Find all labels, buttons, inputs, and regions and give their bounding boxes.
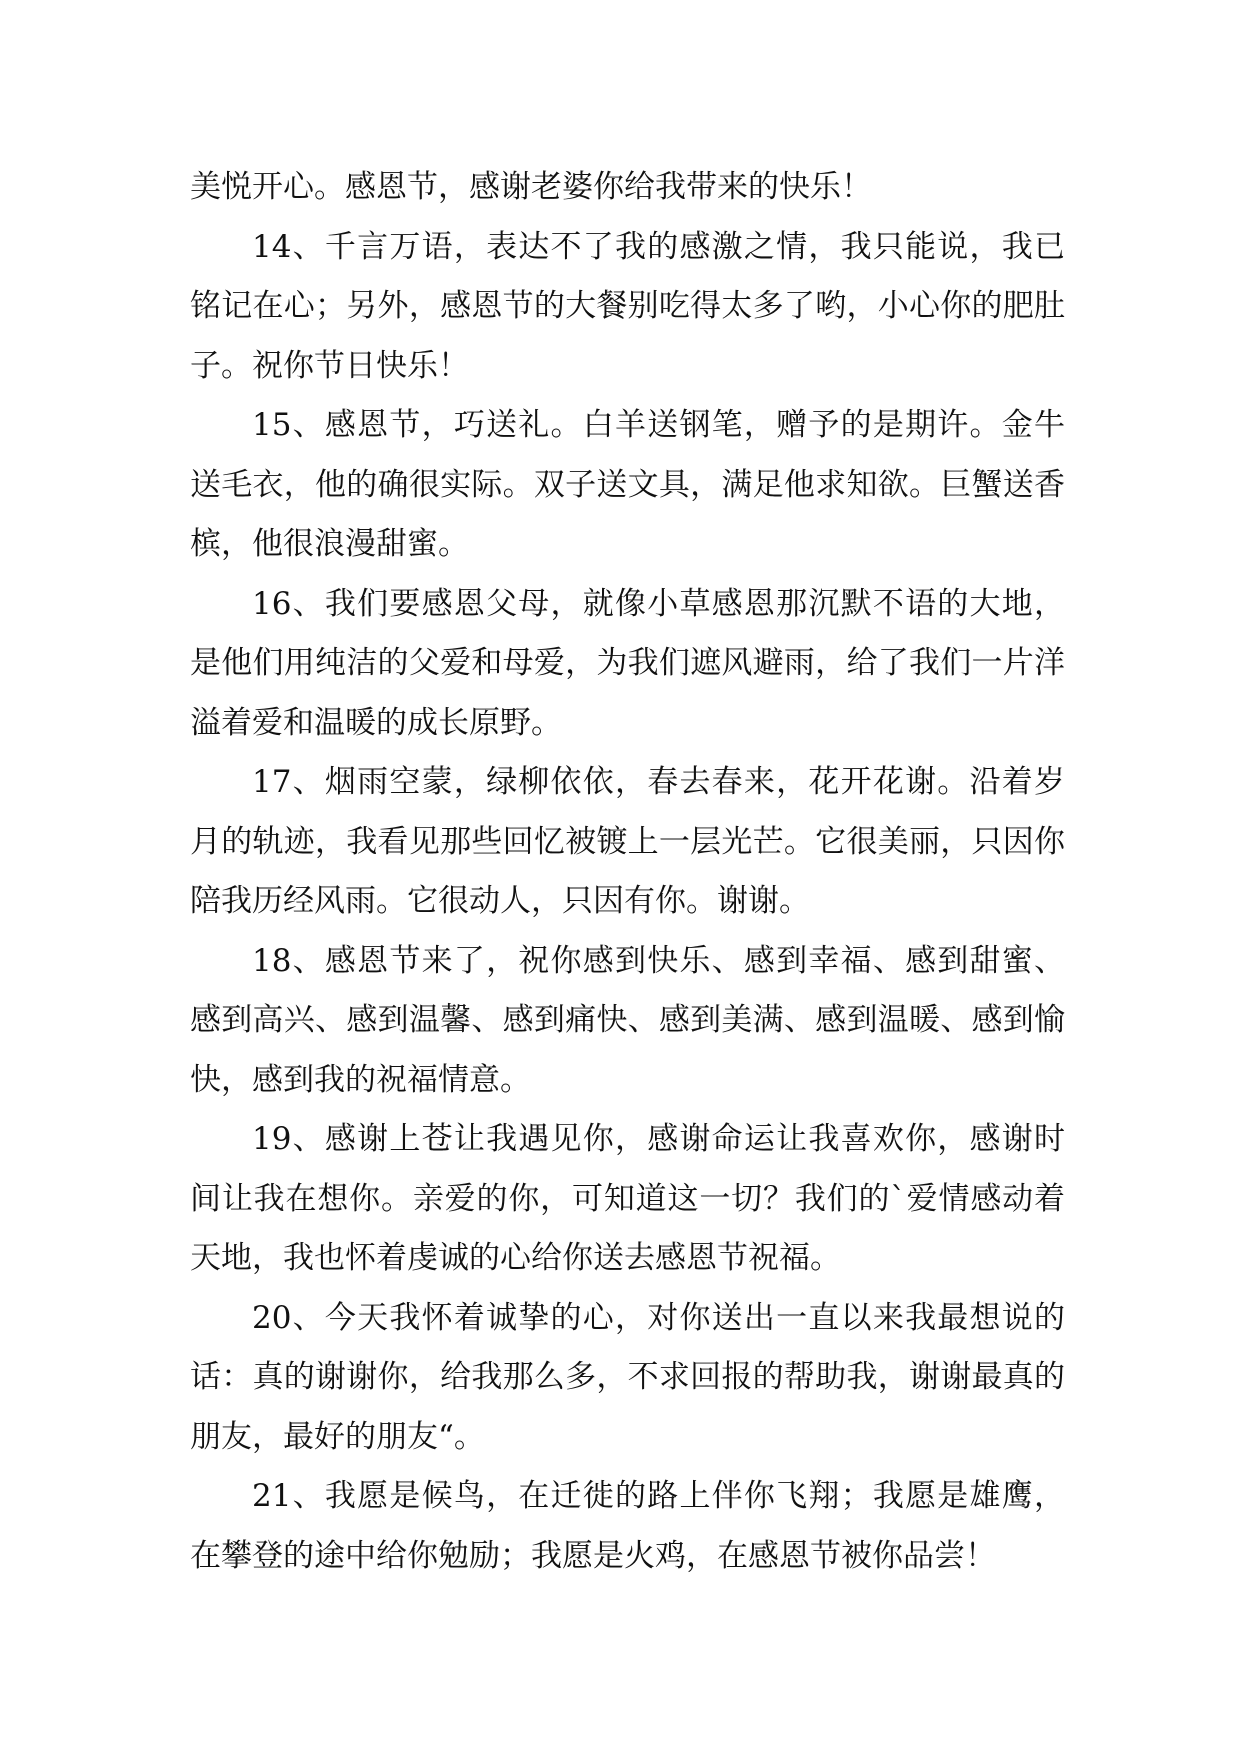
paragraph-17: 17、烟雨空蒙，绿柳依依，春去春来，花开花谢。沿着岁月的轨迹，我看见那些回忆被镀上一层光芒。它很美丽，只因你陪我历经风雨。它很动人，只因有你。谢谢。 [190, 764, 1065, 919]
paragraph-21: 21、我愿是候鸟，在迁徙的路上伴你飞翔；我愿是雄鹰，在攀登的途中给你勉励；我愿是火鸡，在感恩节被你品尝！ [190, 1478, 1065, 1574]
paragraph-continuation: 美悦开心。感恩节，感谢老婆你给我带来的快乐！ [190, 169, 872, 205]
paragraph-18: 18、感恩节来了，祝你感到快乐、感到幸福、感到甜蜜、感到高兴、感到温馨、感到痛快、感到美满、感到温暖、感到愉快，感到我的祝福情意。 [190, 942, 1065, 1098]
document-body [190, 158, 1065, 1586]
paragraph-20: 20、今天我怀着诚挚的心，对你送出一直以来我最想说的话：真的谢谢你，给我那么多，不求回报的帮助我，谢谢最真的朋友，最好的朋友“。 [190, 1299, 1065, 1455]
paragraph-19: 19、感谢上苍让我遇见你，感谢命运让我喜欢你，感谢时间让我在想你。亲爱的你，可知道这一切？我们的`爱情感动着天地，我也怀着虔诚的心给你送去感恩节祝福。 [190, 1121, 1065, 1276]
paragraph-16: 16、我们要感恩父母，就像小草感恩那沉默不语的大地，是他们用纯洁的父爱和母爱，为我们遮风避雨，给了我们一片洋溢着爱和温暖的成长原野。 [190, 585, 1065, 741]
paragraph-15: 15、感恩节，巧送礼。白羊送钢笔，赠予的是期许。金牛送毛衣，他的确很实际。双子送文具，满足他求知欲。巨蟹送香槟，他很浪漫甜蜜。 [190, 407, 1065, 562]
paragraph-14: 14、千言万语，表达不了我的感激之情，我只能说，我已铭记在心；另外，感恩节的大餐别吃得太多了哟，小心你的肥肚子。祝你节日快乐！ [190, 228, 1065, 384]
